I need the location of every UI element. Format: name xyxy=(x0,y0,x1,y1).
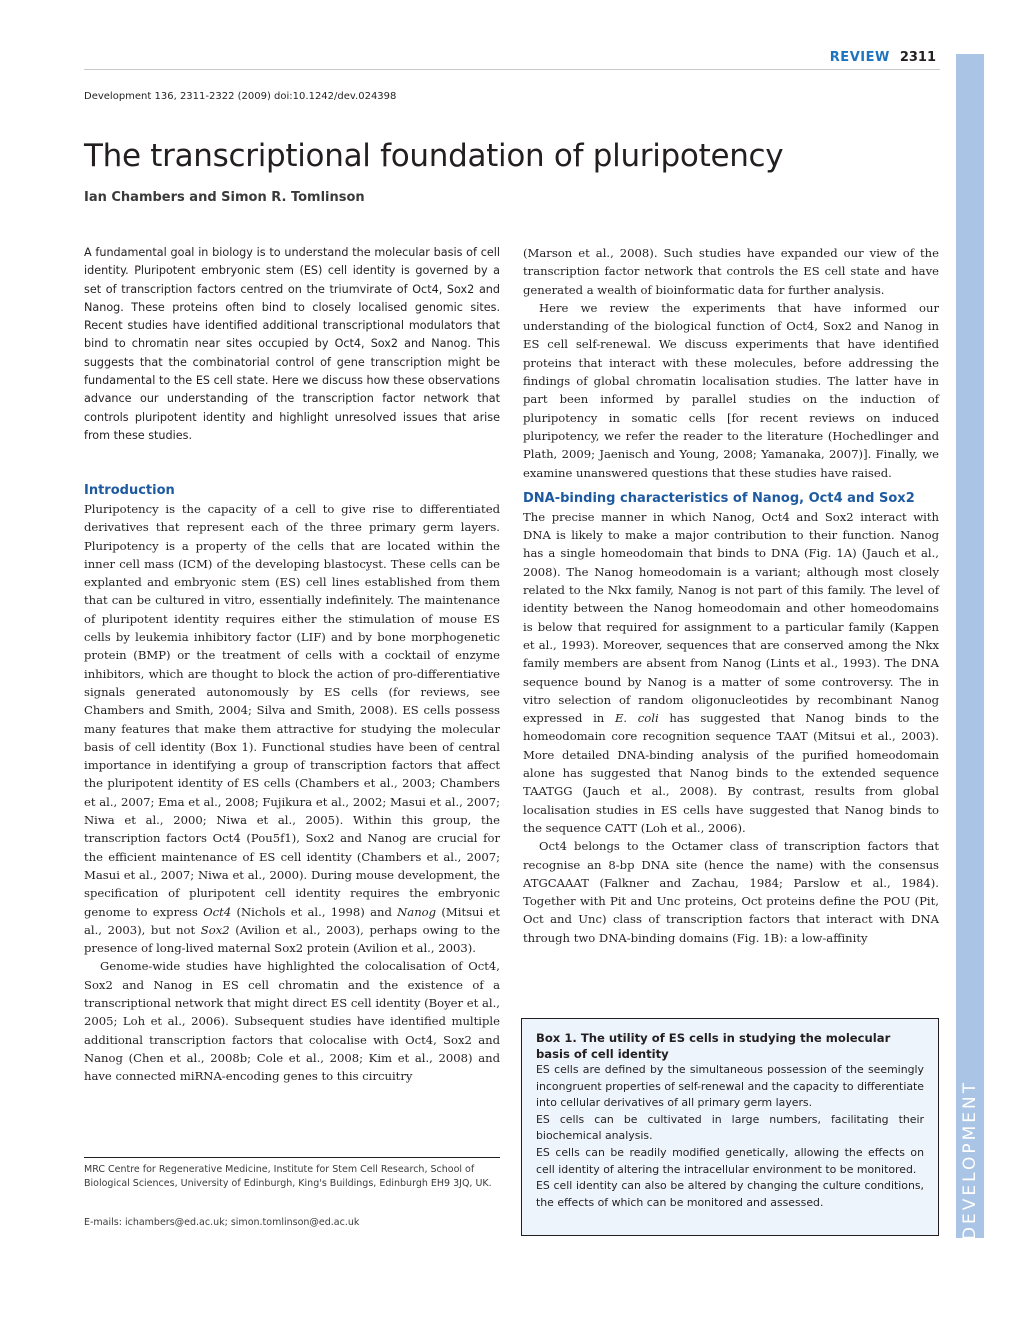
abstract-text: A fundamental goal in biology is to understand the molecular basis of cell identity. Pluripotent embryonic stem (ES) cell identity is governed by a set of transcription factors centred on the triumvirate of Oct4, Sox2 and Nanog. These proteins often bind to closely localised genomic sites. Recent studies have identified additional transcriptional modulators that bind to chromatin near sites occupied by Oct4, Sox2 and Nanog. This suggests that the combinatorial control of gene transcription might be fundamental to the ES cell state. Here we discuss how these observations advance our understanding of the transcription factor network that controls pluripotent identity and highlight unresolved issues that arise from these studies. xyxy=(84,246,500,442)
introduction-paragraph: Genome-wide studies have highlighted the colocalisation of Oct4, Sox2 and Nanog in ES cell chromatin and the existence of a transcriptional network that might direct ES cell identity (Boyer et al., 2005; Loh et al., 2006). Subsequent studies have identified multiple additional transcription factors that colocalise with Oct4, Sox2 and Nanog (Chen et al., 2008b; Cole et al., 2008; Kim et al., 2008) and have connected miRNA-encoding genes to this circuitry xyxy=(84,959,500,1084)
body-paragraph: (Marson et al., 2008). Such studies have expanded our view of the transcription factor network that controls the ES cell state and have generated a wealth of bioinformatic data for further analysis. xyxy=(523,246,939,297)
article-citation: Development 136, 2311-2322 (2009) doi:10.1242/dev.024398 xyxy=(84,91,397,102)
body-paragraph: Here we review the experiments that have informed our understanding of the biological function of Oct4, Sox2 and Nanog in ES cell self-renewal. We discuss experiments that have identified proteins that interact with these molecules, before addressing the findings of global chromatin localisation studies. The latter have in part been informed by parallel studies on the induction of pluripotency in somatic cells [for recent reviews on induced pluripotency, we refer the reader to the literature (Hochedlinger and Plath, 2009; Jaenisch and Young, 2008; Yamanaka, 2007)]. Finally, we examine unanswered questions that these studies have raised. xyxy=(523,300,939,480)
contact-emails: E-mails: ichambers@ed.ac.uk; simon.tomlinson@ed.ac.uk xyxy=(84,1217,360,1228)
journal-sidebar xyxy=(956,54,984,1241)
body-paragraph: Oct4 belongs to the Octamer class of transcription factors that recognise an 8-bp DNA site (hence the name) with the consensus ATGCAAAT (Falkner and Zachau, 1984; Parslow et al., 1984). Together with Pit and Unc proteins, Oct proteins define the POU (Pit, Oct and Unc) class of transcription factors that interact with DNA through two DNA-binding domains (Fig. 1B): a low-affinity xyxy=(523,839,939,945)
box-1 xyxy=(521,1018,939,1236)
box-1-title: Box 1. The utility of ES cells in studying the molecular basis of cell identity xyxy=(536,1031,891,1061)
box-1-item: ES cell identity can also be altered by changing the culture conditions, the effects of which can be monitored and assessed. xyxy=(536,1179,924,1209)
dna-binding-heading: DNA-binding characteristics of Nanog, Oct4 and Sox2 xyxy=(523,490,915,506)
header-rule xyxy=(84,69,940,70)
footnote-rule xyxy=(84,1157,500,1158)
box-1-item: ES cells can be readily modified genetically, allowing the effects on cell identity of altering the intracellular environment to be monitored. xyxy=(536,1145,924,1176)
running-header xyxy=(830,50,936,65)
affiliation-footnote: MRC Centre for Regenerative Medicine, Institute for Stem Cell Research, School of Biological Sciences, University of Edinburgh, King's Buildings, Edinburgh EH9 3JQ, UK. xyxy=(84,1164,492,1189)
journal-sidebar-label: DEVELOPMENT xyxy=(960,1079,980,1241)
article-title: The transcriptional foundation of pluripotency xyxy=(84,138,784,174)
box-1-item: ES cells are defined by the simultaneous possession of the seemingly incongruent properties of self-renewal and the capacity to differentiate into cellular derivatives of all primary germ layers. xyxy=(536,1063,924,1110)
page-number: 2311 xyxy=(899,50,936,65)
box-1-item: ES cells can be cultivated in large numbers, facilitating their biochemical analysis. xyxy=(536,1112,924,1143)
right-column-text xyxy=(523,244,939,947)
introduction-paragraph: Pluripotency is the capacity of a cell to give rise to differentiated derivatives that represent each of the three primary germ layers. Pluripotency is a property of the cells that are located within the inner cell mass (ICM) of the developing blastocyst. These cells can be explanted and embryonic stem (ES) cell lines established from them that can be cultured in vitro, essentially indefinitely. The maintenance of pluripotent identity requires either the stimulation of mouse ES cells by leukemia inhibitory factor (LIF) and by bone morphogenetic protein (BMP) or the treatment of cells with a cocktail of enzyme inhibitors, which are thought to block the action of pro-differentiative signals generated autonomously by ES cells (for reviews, see Chambers and Smith, 2004; Silva and Smith, 2008). ES cells possess many features that make them attractive for studying the molecular basis of cell identity (Box 1). Functional studies have been of central importance in identifying a group of transcription factors that affect the pluripotent identity of ES cells (Chambers et al., 2003; Chambers et al., 2007; Ema et al., 2008; Fujikura et al., 2002; Masui et al., 2007; Niwa et al., 2000; Niwa et al., 2005). Within this group, the transcription factors Oct4 (Pou5f1), Sox2 and Nanog are crucial for the efficient maintenance of ES cell identity (Chambers et al., 2007; Masui et al., 2007; Niwa et al., 2000). During mouse development, the specification of pluripotent cell identity requires the embryonic genome to express Oct4 (Nichols et al., 1998) and Nanog (Mitsui et al., 2003), but not Sox2 (Avilion et al., 2003), perhaps owing to the presence of long-lived maternal Sox2 protein (Avilion et al., 2003). xyxy=(84,502,501,956)
body-paragraph: The precise manner in which Nanog, Oct4 and Sox2 interact with DNA is likely to make a major contribution to their function. Nanog has a single homeodomain that binds to DNA (Fig. 1A) (Jauch et al., 2008). The Nanog homeodomain is a variant; although most closely related to the Nkx family, Nanog is not part of this family. The level of identity between the Nanog homeodomain and other homeodomains is below that required for assignment to a particular family (Kappen et al., 1993). Moreover, sequences that are conserved among the Nkx family members are absent from Nanog (Lints et al., 1993). The DNA sequence bound by Nanog is a matter of some controversy. The in vitro selection of random oligonucleotides by recombinant Nanog expressed in E. coli has suggested that Nanog binds to the homeodomain core recognition sequence TAAT (Mitsui et al., 2003). More detailed DNA-binding analysis of the purified homeodomain alone has suggested that Nanog binds to the extended sequence TAATGG (Jauch et al., 2008). By contrast, results from global localisation studies in ES cells have suggested that Nanog binds to the sequence CATT (Loh et al., 2006). xyxy=(523,509,939,835)
abstract xyxy=(84,244,500,445)
section-label: REVIEW xyxy=(829,50,890,65)
introduction-section xyxy=(84,482,500,1086)
article-authors: Ian Chambers and Simon R. Tomlinson xyxy=(84,190,365,205)
introduction-heading: Introduction xyxy=(84,483,175,498)
